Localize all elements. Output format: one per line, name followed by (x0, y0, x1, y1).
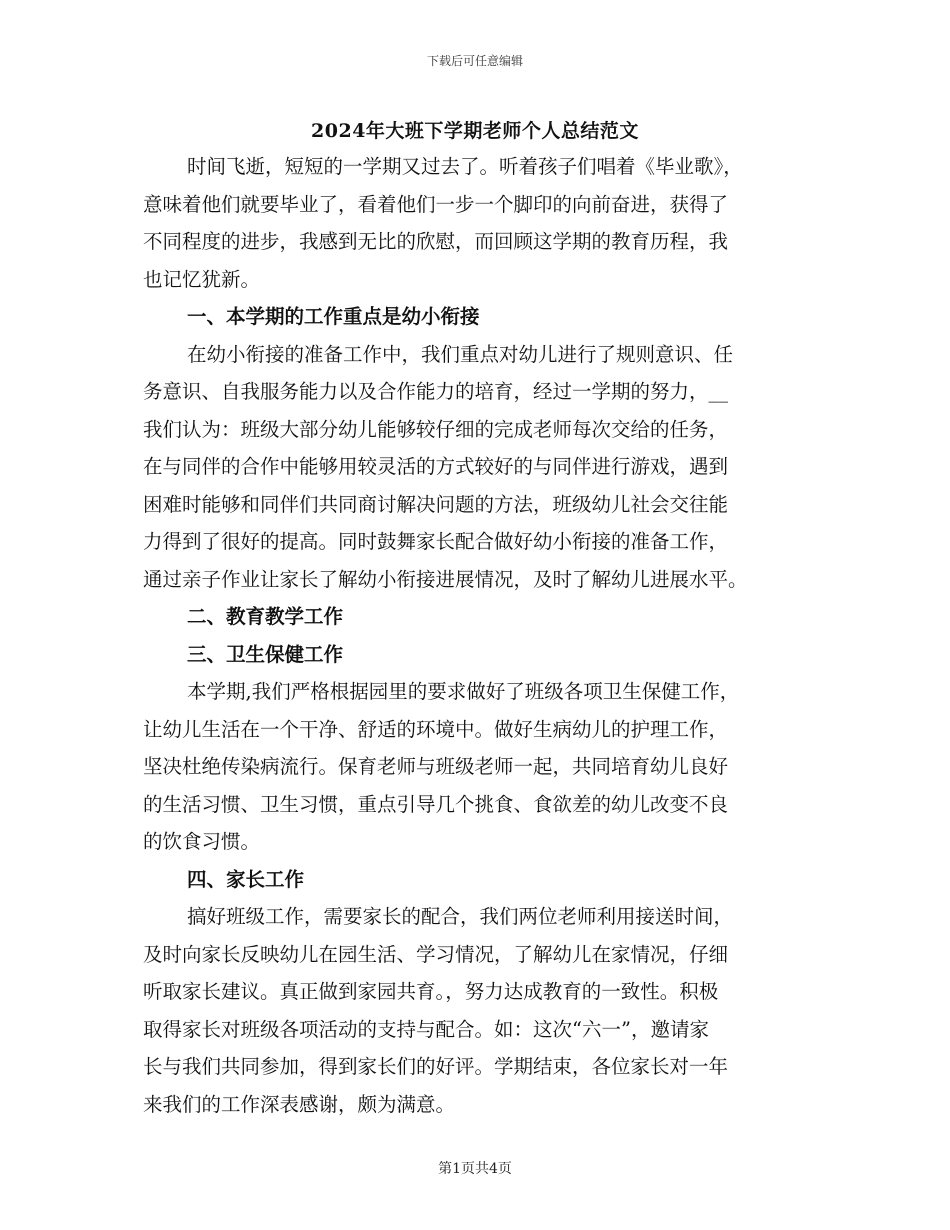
paragraph-line: 长与我们共同参加，得到家长们的好评。学期结束，各位家长对一年 (143, 1055, 729, 1078)
paragraph-line: 听取家长建议。真正做到家园共育。，努力达成教育的一致性。积极 (143, 980, 719, 1003)
paragraph-line: 困难时能够和同伴们共同商讨解决问题的方法，班级幼儿社会交往能 (143, 492, 729, 516)
paragraph-line: 通过亲子作业让家长了解幼小衔接进展情况，及时了解幼儿进展水平。 (143, 567, 748, 591)
paragraph-line: 力得到了很好的提高。同时鼓舞家长配合做好幼小衔接的准备工作， (143, 530, 729, 553)
paragraph-line: 及时向家长反映幼儿在园生活、学习情况，了解幼儿在家情况，仔细 (143, 942, 729, 966)
paragraph-line: 的生活习惯、卫生习惯，重点引导几个挑食、食欲差的幼儿改变不良 (143, 792, 729, 816)
section-heading: 四、家长工作 (187, 867, 305, 891)
page-footer: 第1页共4页 (438, 1161, 512, 1177)
paragraph-line: 的饮食习惯。 (143, 830, 261, 853)
section-heading: 一、本学期的工作重点是幼小衔接 (187, 305, 480, 328)
paragraph-line: 时间飞逝，短短的一学期又过去了。听着孩子们唱着《毕业歌》， (187, 155, 743, 178)
paragraph-line: 在与同伴的合作中能够用较灵活的方式较好的与同伴进行游戏，遇到 (143, 455, 729, 478)
paragraph-line: 让幼儿生活在一个干净、舒适的环境中。做好生病幼儿的护理工作， (143, 717, 729, 741)
document-title: 2024年大班下学期老师个人总结范文 (311, 120, 639, 142)
paragraph-line: 也记忆犹新。 (143, 267, 261, 291)
paragraph-line: 意味着他们就要毕业了，看着他们一步一个脚印的向前奋进，获得了 (143, 192, 729, 216)
paragraph-line: 取得家长对班级各项活动的支持与配合。如：这次“六一”，邀请家 (143, 1017, 709, 1041)
paragraph-line: 不同程度的进步，我感到无比的欣慰，而回顾这学期的教育历程，我 (143, 230, 729, 253)
paragraph-line: 坚决杜绝传染病流行。保育老师与班级老师一起，共同培育幼儿良好 (143, 755, 729, 778)
paragraph-line: 搞好班级工作，需要家长的配合，我们两位老师利用接送时间， (187, 905, 734, 928)
paragraph-line: 在幼小衔接的准备工作中，我们重点对幼儿进行了规则意识、任 (187, 342, 734, 366)
paragraph-line: 本学期,我们严格根据园里的要求做好了班级各项卫生保健工作， (187, 680, 740, 703)
paragraph-line: 来我们的工作深表感谢，颇为满意。 (143, 1092, 456, 1116)
section-heading: 二、教育教学工作 (187, 605, 344, 628)
header-note: 下载后可任意编辑 (426, 54, 523, 68)
document-body (143, 148, 811, 1123)
paragraph-line: 务意识、自我服务能力以及合作能力的培育，经过一学期的努力，__ (143, 380, 729, 403)
paragraph-line: 我们认为：班级大部分幼儿能够较仔细的完成老师每次交给的任务， (143, 417, 729, 441)
section-heading: 三、卫生保健工作 (187, 642, 344, 666)
